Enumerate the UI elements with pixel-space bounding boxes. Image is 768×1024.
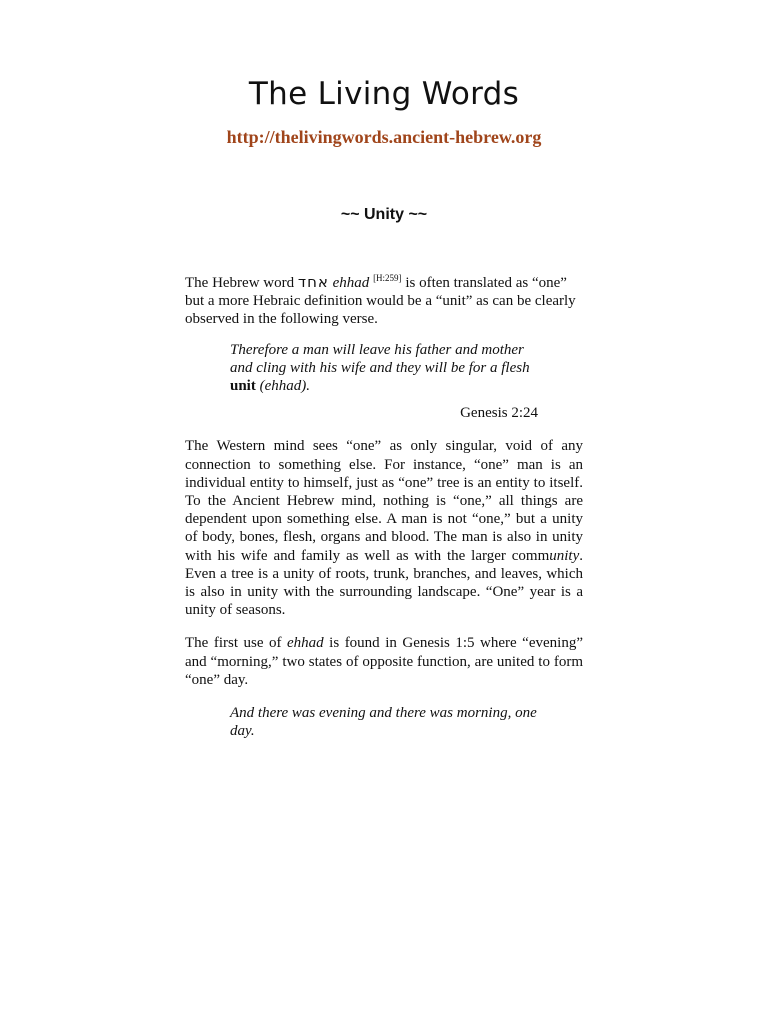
western-italic: unity <box>549 547 580 564</box>
intro-text-end: is often translated as “one” but a more Hebraic definition would be a “unit” as can be clearly observed in the following verse. <box>185 275 576 328</box>
first-use-text-start: The first use of <box>185 635 287 652</box>
first-use-text-end: is found in Genesis 1:5 where “evening” and “morning,” two states of opposite function, are united to form “one” day. <box>185 635 583 688</box>
verse-quote-end: (ehhad). <box>255 378 311 395</box>
verse-bold-word: unit <box>230 378 256 395</box>
intro-text-start: The Hebrew word <box>185 275 298 291</box>
first-use-paragraph <box>185 634 583 689</box>
intro-paragraph <box>185 273 583 329</box>
article-heading: ~~ Unity ~~ <box>340 206 428 223</box>
site-title: The Living Words <box>248 76 520 112</box>
article-body <box>185 273 583 740</box>
verse-quote-text: Therefore a man will leave his father and mother and cling with his wife and they will be for a flesh <box>230 341 530 376</box>
second-verse-quote: And there was evening and there was morning, one day. <box>230 705 537 740</box>
hebrew-word: אחד <box>297 273 329 291</box>
site-url-link[interactable]: http://thelivingwords.ancient-hebrew.org <box>226 127 542 147</box>
western-mind-paragraph <box>185 437 583 619</box>
first-use-italic: ehhad <box>287 635 324 652</box>
verse-quote <box>230 341 542 396</box>
transliteration: ehhad <box>332 275 370 291</box>
western-text-end: . Even a tree is a unity of roots, trunk, branches, and leaves, which is also in unity with the surrounding landscape. “One” year is a unity of seasons. <box>185 547 583 619</box>
western-text-start: The Western mind sees “one” as only singular, void of any connection to something else. For instance, “one” man is an individual entity to himself, just as “one” tree is an entity to itself. To the Ancient Hebrew mind, nothing is “one,” all things are dependent upon something else. A man is not “one,” but a unity of body, bones, flesh, organs and blood. The man is also in unity with his wife and family as well as with the larger comm <box>185 438 583 564</box>
strongs-reference: [H:259] <box>373 273 402 283</box>
verse-citation: Genesis 2:24 <box>460 405 538 422</box>
